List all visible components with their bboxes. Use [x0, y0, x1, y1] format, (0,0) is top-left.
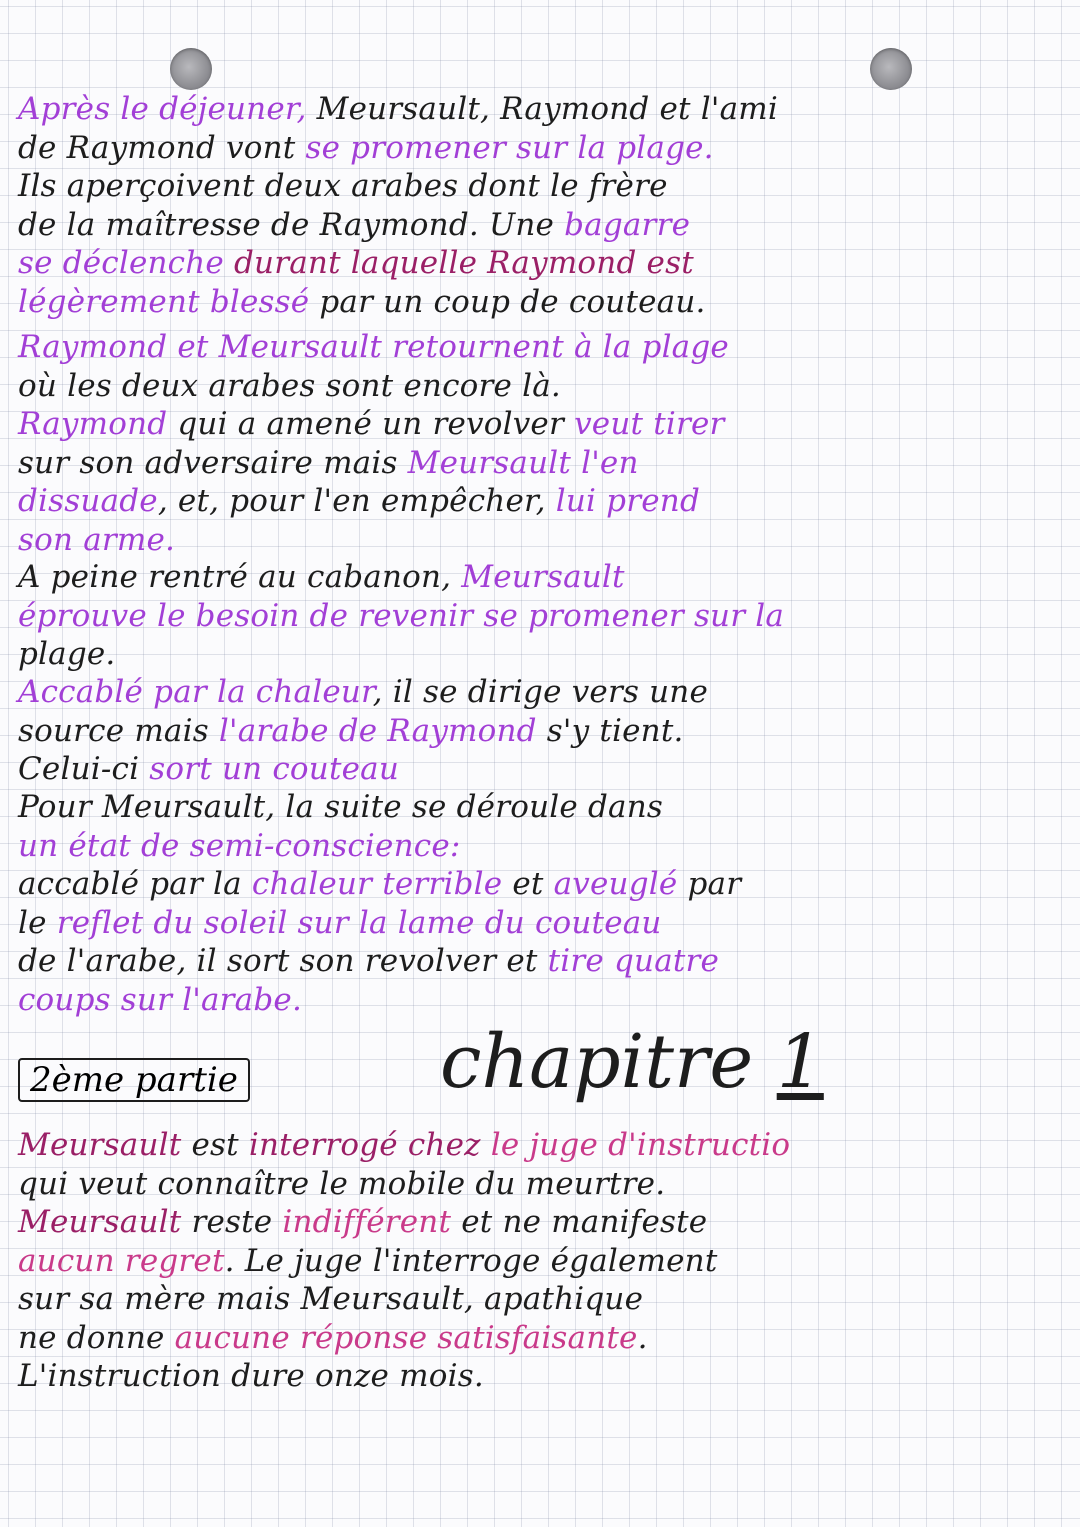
text-segment: .	[637, 1319, 648, 1356]
text-segment: de l'arabe, il sort son revolver et	[18, 943, 548, 979]
part-label: 2ème partie	[18, 1058, 250, 1102]
text-segment: A peine rentré au cabanon,	[18, 559, 462, 595]
text-line	[18, 484, 700, 518]
text-line	[18, 752, 399, 786]
text-segment: reflet du soleil sur la lame du couteau	[56, 904, 662, 941]
text-segment: Après le déjeuner,	[18, 91, 317, 127]
text-segment: source mais	[18, 712, 219, 749]
text-line	[18, 1128, 790, 1162]
text-segment: son arme.	[18, 521, 176, 558]
text-line	[18, 330, 729, 364]
text-line	[18, 906, 662, 940]
text-line	[18, 523, 175, 557]
text-segment: éprouve le besoin de revenir se promener sur la	[18, 597, 785, 634]
text-segment: aveuglé	[553, 866, 688, 902]
text-line	[18, 560, 625, 594]
text-line	[18, 407, 725, 441]
text-segment: Celui-ci	[18, 751, 150, 787]
text-segment: tire quatre	[547, 943, 720, 979]
text-segment: Meursault	[461, 559, 625, 595]
text-segment: interrogé chez	[248, 1127, 491, 1163]
text-segment: plage.	[18, 636, 116, 672]
text-line	[18, 1244, 718, 1278]
text-segment: dissuade	[18, 483, 158, 519]
text-segment: Meursault	[18, 1127, 192, 1163]
text-line	[18, 208, 690, 242]
text-line	[18, 1359, 484, 1393]
text-line	[18, 446, 639, 480]
text-segment: veut tirer	[574, 406, 725, 442]
text-segment: accablé par la	[18, 866, 252, 902]
text-line	[18, 131, 714, 165]
text-line	[18, 1167, 665, 1201]
text-line	[18, 285, 706, 319]
text-segment: se promener sur la plage.	[305, 129, 714, 166]
text-line	[18, 246, 694, 280]
text-segment: qui veut connaître le mobile du meurtre.	[18, 1165, 666, 1202]
text-segment: Meursault l'en	[407, 444, 639, 481]
text-segment: indifférent	[282, 1204, 462, 1240]
text-segment: légèrement blessé	[18, 283, 320, 320]
text-segment: , il se dirige vers une	[372, 674, 709, 710]
text-segment: et ne manifeste	[461, 1204, 708, 1240]
text-segment: qui a amené un revolver	[177, 406, 575, 442]
text-segment: Meursault, Raymond et l'ami	[316, 91, 778, 127]
text-line	[18, 637, 116, 671]
text-segment: Raymond	[18, 406, 178, 442]
text-segment: ne donne	[18, 1319, 175, 1356]
text-line	[18, 1205, 707, 1239]
text-segment: aucun regret	[18, 1242, 225, 1279]
text-line	[18, 790, 663, 824]
text-segment: où les deux arabes sont encore là.	[18, 367, 561, 404]
text-segment: bagarre	[564, 206, 691, 243]
text-segment: de la maîtresse de Raymond. Une	[18, 206, 565, 243]
text-segment: sur son adversaire mais	[18, 444, 408, 481]
text-segment: coups sur l'arabe.	[18, 981, 303, 1018]
text-segment: sur sa mère mais Meursault, apathique	[18, 1281, 644, 1317]
text-line	[18, 599, 784, 633]
text-segment: l'arabe de Raymond	[218, 712, 547, 749]
text-line	[18, 944, 719, 978]
text-line	[18, 983, 302, 1017]
text-line	[18, 1321, 648, 1355]
text-line	[18, 369, 561, 403]
text-segment: un état de semi-conscience:	[18, 827, 461, 864]
text-segment: . Le juge l'interroge également	[224, 1242, 718, 1279]
text-segment: lui prend	[555, 483, 701, 519]
text-segment: se déclenche	[18, 245, 235, 281]
text-segment: aucune réponse satisfaisante	[174, 1319, 638, 1356]
chapter-word: chapitre	[440, 1019, 754, 1105]
text-segment: Raymond et Meursault retournent à la plage	[18, 329, 729, 365]
text-line	[18, 169, 668, 203]
text-segment: Pour Meursault, la suite se déroule dans	[18, 789, 663, 825]
chapter-number: 1	[776, 1019, 824, 1105]
text-line	[18, 867, 741, 901]
punch-hole-left	[170, 48, 212, 90]
text-line	[18, 829, 461, 863]
text-segment: et	[512, 866, 554, 902]
text-segment: Ils aperçoivent deux arabes dont le frère	[18, 168, 668, 204]
text-segment: Accablé par la chaleur	[18, 674, 373, 710]
text-segment: par un coup de couteau.	[319, 283, 706, 320]
text-segment: Meursault	[18, 1204, 192, 1240]
text-segment: reste	[191, 1204, 283, 1240]
text-segment: est	[191, 1127, 249, 1163]
text-segment: , et, pour l'en empêcher,	[157, 483, 556, 519]
text-segment: s'y tient.	[546, 712, 684, 749]
chapter-heading	[440, 1020, 824, 1104]
text-segment: L'instruction dure onze mois.	[18, 1358, 484, 1394]
text-line	[18, 714, 684, 748]
text-segment: le	[18, 904, 57, 941]
text-line	[18, 92, 778, 126]
punch-hole-right	[870, 48, 912, 90]
text-line	[18, 675, 708, 709]
text-segment: le juge d'instructio	[490, 1127, 791, 1163]
text-segment: chaleur terrible	[251, 866, 513, 902]
text-segment: par	[687, 866, 742, 902]
text-segment: sort un couteau	[149, 751, 399, 787]
text-segment: de Raymond vont	[18, 129, 306, 166]
text-segment: durant laquelle Raymond est	[234, 245, 694, 281]
text-line	[18, 1282, 643, 1316]
